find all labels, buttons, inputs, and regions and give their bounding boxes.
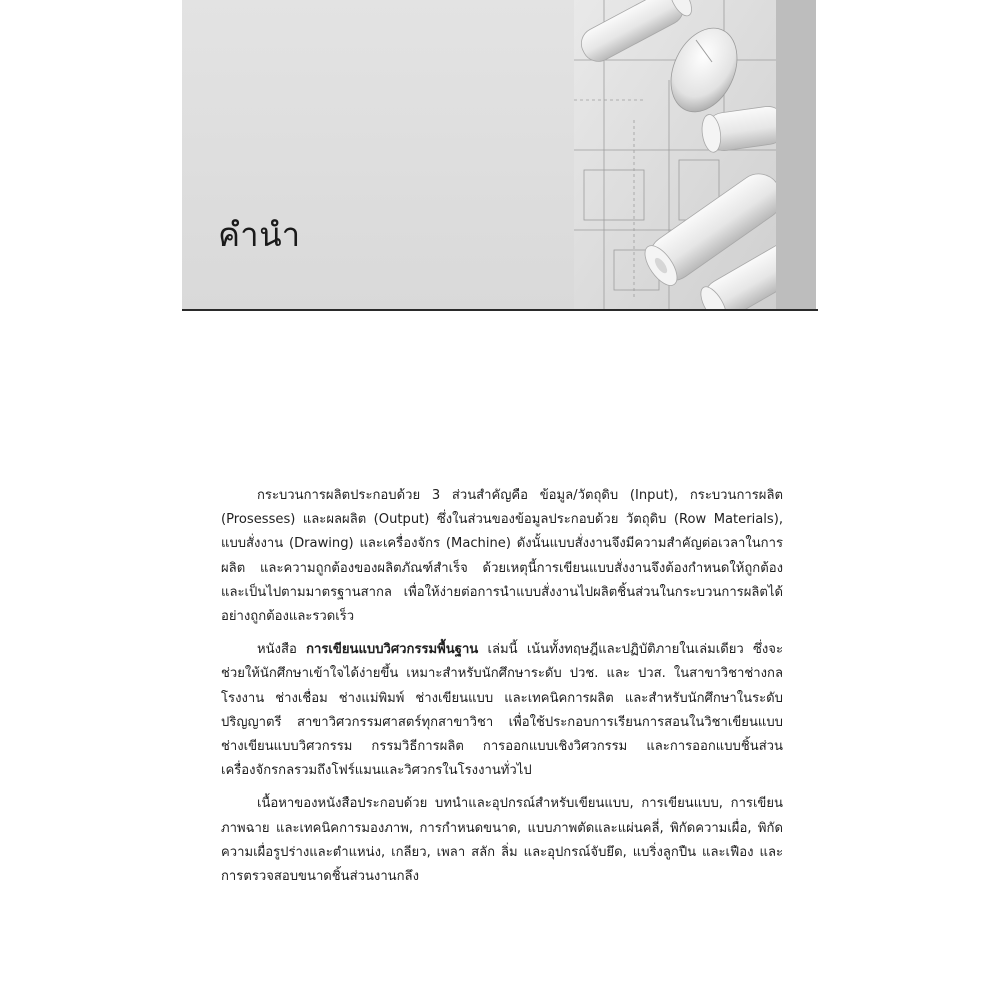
book-title: การเขียนแบบวิศวกรรมพื้นฐาน xyxy=(306,642,479,658)
paragraph-book-suffix: เล่มนี้ เน้นทั้งทฤษฎีและปฏิบัติภายในเล่มเดียว ซึ่งจะช่วยให้นักศึกษาเข้าใจได้ง่ายขึ้น เหมาะสำหรับนักศึกษาระดับ ปวช. และ ปวส. ในสาขาวิชาช่างกลโรงงาน ช่างเชื่อม ช่างแม่พิมพ์ ช่างเขียนแบบ และเทคนิคการผลิต และสำหรับนักศึกษาในระดับปริญญาตรี สาขาวิศวกรรมศาสตร์ทุกสาขาวิชา เพื่อใช้ประกอบการเรียนการสอนในวิชาเขียนแบบช่างเขียนแบบวิศวกรรม กรรมวิธีการผลิต การออกแบบเชิงวิศวกรรม และการออกแบบชิ้นส่วนเครื่องจักรกลรวมถึงโฟร์แมนและวิศวกรในโรงงานทั่วไป xyxy=(221,642,783,779)
blueprint-photo xyxy=(574,0,776,310)
header-side-strip xyxy=(776,0,816,310)
paragraph-contents: เนื้อหาของหนังสือประกอบด้วย บทนำและอุปกรณ์สำหรับเขียนแบบ, การเขียนแบบ, การเขียนภาพฉาย และเทคนิคการมองภาพ, การกำหนดขนาด, แบบภาพตัดและแผ่นคลี่, พิกัดความเผื่อ, พิกัดความเผื่อรูปร่างและตำแหน่ง, เกลียว, เพลา สลัก ลิ่ม และอุปกรณ์จับยึด, แบริ่งลูกปืน และเฟือง และการตรวจสอบขนาดชิ้นส่วนงานกลึง xyxy=(221,796,783,885)
paragraph-book-prefix: หนังสือ xyxy=(257,642,307,658)
paragraph-process: กระบวนการผลิตประกอบด้วย 3 ส่วนสำคัญคือ ข้อมูล/วัตถุดิบ (Input), กระบวนการผลิต (Prosesses) และผลผลิต (Output) ซึ่งในส่วนของข้อมูลประกอบด้วย วัตถุดิบ (Row Materials), แบบสั่งงาน (Drawing) และเครื่องจักร (Machine) ดังนั้นแบบสั่งงานจึงมีความสำคัญต่อเวลาในการผลิต และความถูกต้องของผลิตภัณฑ์สำเร็จ ด้วยเหตุนี้การเขียนแบบสั่งงานจึงต้องกำหนดให้ถูกต้อง และเป็นไปตามมาตรฐานสากล เพื่อให้ง่ายต่อการนำแบบสั่งงานไปผลิตชิ้นส่วนในกระบวนการผลิตได้อย่างถูกต้องและรวดเร็ว xyxy=(221,488,783,625)
page-title: คำนำ xyxy=(218,215,301,255)
paragraph-book xyxy=(221,638,783,783)
preface-body xyxy=(221,484,783,898)
header-divider xyxy=(182,309,818,311)
